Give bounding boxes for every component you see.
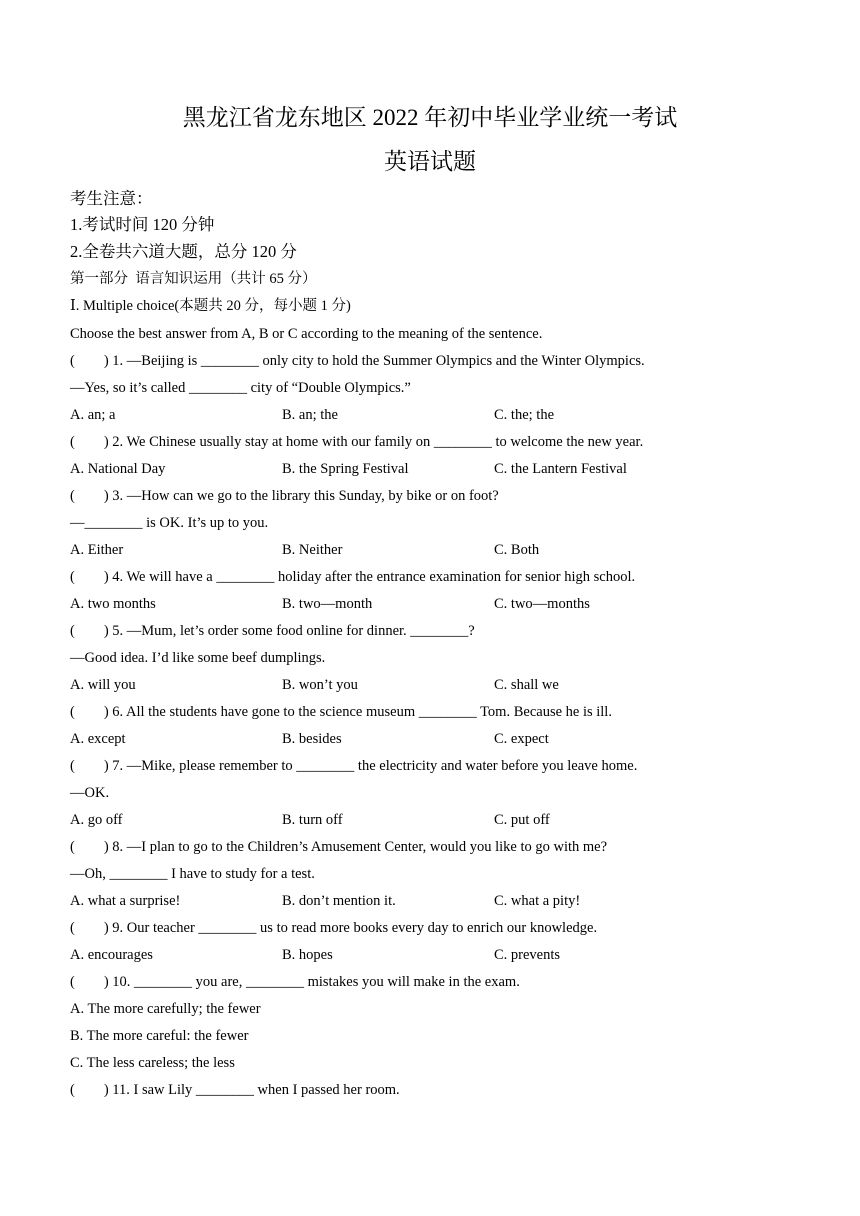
question-6-line-1: ( ) 6. All the students have gone to the science museum ________ Tom. Because he is ill. <box>70 704 612 720</box>
question-2-option-b: B. the Spring Festival <box>282 461 409 477</box>
question-5-option-c: C. shall we <box>494 677 559 693</box>
question-11-line-1: ( ) 11. I saw Lily ________ when I passed her room. <box>70 1082 400 1098</box>
question-3-line-1: ( ) 3. —How can we go to the library this Sunday, by bike or on foot? <box>70 488 499 504</box>
question-6-option-b: B. besides <box>282 731 342 747</box>
notice-item-2: 2.全卷共六道大题，总分 120 分 <box>70 242 297 261</box>
question-6-option-c: C. expect <box>494 731 549 747</box>
question-3-option-b: B. Neither <box>282 542 343 558</box>
question-1-option-b: B. an; the <box>282 407 338 423</box>
question-3-option-c: C. Both <box>494 542 540 558</box>
question-8-option-c: C. what a pity! <box>494 893 581 909</box>
question-5-line-2: —Good idea. I’d like some beef dumplings. <box>70 650 326 666</box>
section-title: Ⅰ. Multiple choice(本题共 20 分，每小题 1 分) <box>70 298 351 314</box>
question-4-line-1: ( ) 4. We will have a ________ holiday after the entrance examination for senior high school. <box>70 569 636 585</box>
question-4-option-b: B. two—month <box>282 596 373 612</box>
question-7-option-c: C. put off <box>494 812 550 828</box>
question-10-option-c: C. The less careless; the less <box>70 1055 235 1071</box>
question-4-option-a: A. two months <box>70 596 156 612</box>
question-5-line-1: ( ) 5. —Mum, let’s order some food online for dinner. ________? <box>70 623 475 639</box>
question-9-option-b: B. hopes <box>282 947 333 963</box>
question-3-option-a: A. Either <box>70 542 124 558</box>
question-8-line-2: —Oh, ________ I have to study for a test. <box>70 866 315 882</box>
part-title: 第一部分 语言知识运用（共计 65 分） <box>70 271 317 287</box>
exam-title: 黑龙江省龙东地区 2022 年初中毕业学业统一考试 <box>182 105 678 130</box>
exam-subtitle: 英语试题 <box>384 149 476 174</box>
notice-item-1: 1.考试时间 120 分钟 <box>70 215 215 234</box>
question-10-option-a: A. The more carefully; the fewer <box>70 1001 261 1017</box>
question-8-option-b: B. don’t mention it. <box>282 893 396 909</box>
question-1-option-c: C. the; the <box>494 407 555 423</box>
question-4-option-c: C. two—months <box>494 596 590 612</box>
question-5-option-a: A. will you <box>70 677 136 693</box>
question-7-line-2: —OK. <box>70 785 110 801</box>
question-10-line-1: ( ) 10. ________ you are, ________ mistakes you will make in the exam. <box>70 974 520 990</box>
question-1-option-a: A. an; a <box>70 407 116 423</box>
question-3-line-2: —________ is OK. It’s up to you. <box>70 515 269 531</box>
question-1-line-2: —Yes, so it’s called ________ city of “Double Olympics.” <box>70 380 411 396</box>
question-9-line-1: ( ) 9. Our teacher ________ us to read more books every day to enrich our knowledge. <box>70 920 598 936</box>
question-9-option-c: C. prevents <box>494 947 561 963</box>
question-1-line-1: ( ) 1. —Beijing is ________ only city to hold the Summer Olympics and the Winter Olympics. <box>70 353 645 369</box>
question-9-option-a: A. encourages <box>70 947 153 963</box>
question-7-line-1: ( ) 7. —Mike, please remember to ________ the electricity and water before you leave home. <box>70 758 638 774</box>
question-7-option-b: B. turn off <box>282 812 343 828</box>
question-8-option-a: A. what a surprise! <box>70 893 181 909</box>
notice-heading: 考生注意： <box>70 189 153 208</box>
question-2-option-c: C. the Lantern Festival <box>494 461 627 477</box>
question-2-option-a: A. National Day <box>70 461 166 477</box>
question-5-option-b: B. won’t you <box>282 677 358 693</box>
question-2-line-1: ( ) 2. We Chinese usually stay at home with our family on ________ to welcome the new year. <box>70 434 644 450</box>
question-6-option-a: A. except <box>70 731 126 747</box>
question-10-option-b: B. The more careful: the fewer <box>70 1028 249 1044</box>
question-8-line-1: ( ) 8. —I plan to go to the Children’s Amusement Center, would you like to go with me? <box>70 839 608 855</box>
section-instruction: Choose the best answer from A, B or C according to the meaning of the sentence. <box>70 326 543 342</box>
question-7-option-a: A. go off <box>70 812 123 828</box>
